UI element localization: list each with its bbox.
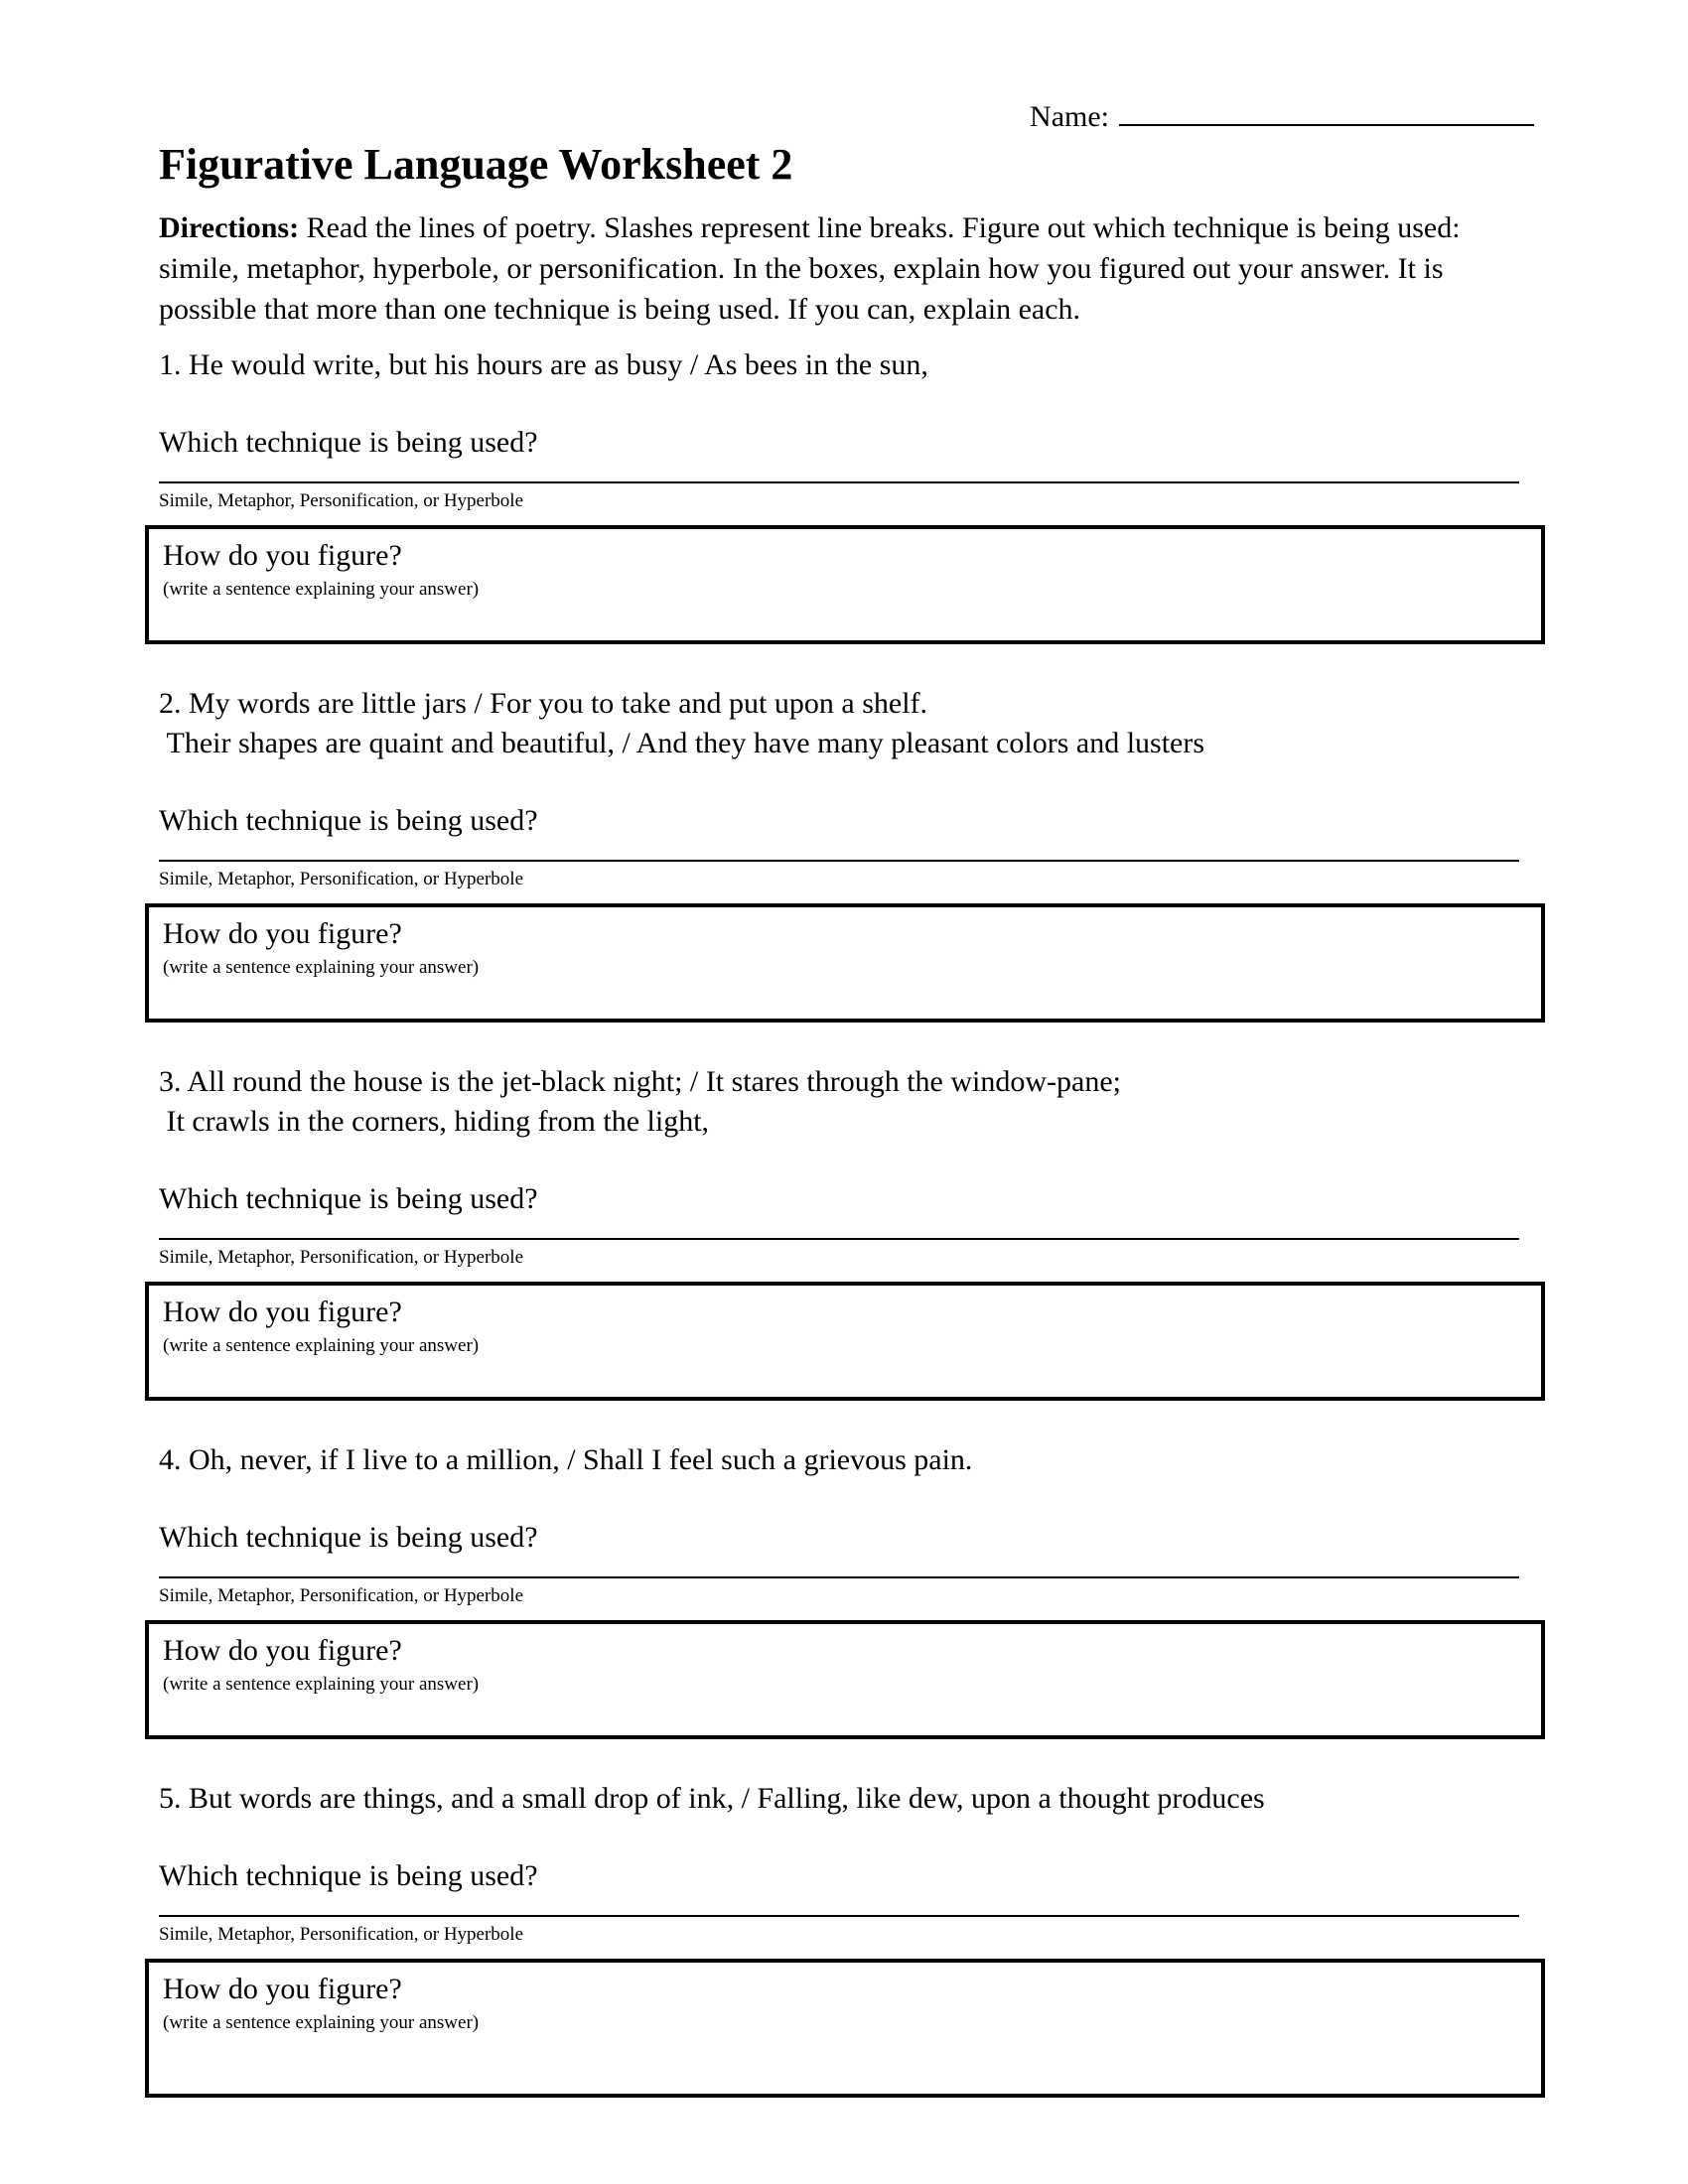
question-2-box-heading: How do you figure? [163,917,402,950]
question-4-technique-prompt: Which technique is being used? [159,1521,538,1554]
question-4-box-heading: How do you figure? [163,1634,402,1667]
question-1-options-caption: Simile, Metaphor, Personification, or Hyperbole [159,490,524,511]
question-5-explanation-box[interactable] [145,1959,1545,2098]
question-5-options-caption: Simile, Metaphor, Personification, or Hyperbole [159,1924,524,1945]
question-1-box-heading: How do you figure? [163,539,402,572]
question-1-block [159,345,1534,644]
question-4-box-subheading: (write a sentence explaining your answer) [163,1674,480,1695]
question-5-text [159,1779,1534,1819]
question-3-box-heading: How do you figure? [163,1296,402,1328]
question-4-options-caption: Simile, Metaphor, Personification, or Hyperbole [159,1585,524,1606]
question-2-poetry-line-2: Their shapes are quaint and beautiful, / And they have many pleasant colors and lusters [159,727,1205,759]
name-blank-line[interactable] [1119,124,1534,126]
question-1-poetry-line-1: 1. He would write, but his hours are as busy / As bees in the sun, [159,348,928,381]
question-4-text [159,1440,1534,1480]
question-5-poetry-line-1: 5. But words are things, and a small drop of ink, / Falling, like dew, upon a thought produces [159,1782,1265,1815]
question-5-block [159,1779,1534,2098]
question-3-text [159,1062,1534,1142]
page-title: Figurative Language Worksheet 2 [159,140,793,189]
question-5-technique-prompt: Which technique is being used? [159,1859,538,1892]
question-1-text [159,345,1534,385]
question-2-poetry-line-1: 2. My words are little jars / For you to take and put upon a shelf. [159,687,928,720]
question-1-answer-line[interactable] [159,481,1519,483]
question-5-answer-line[interactable] [159,1915,1519,1917]
directions [159,207,1534,330]
question-2-answer-line[interactable] [159,860,1519,862]
question-3-poetry-line-2: It crawls in the corners, hiding from the light, [159,1105,710,1138]
name-row [159,0,1534,135]
question-1-box-subheading: (write a sentence explaining your answer) [163,579,480,600]
question-3-explanation-box[interactable] [145,1282,1545,1401]
question-2-explanation-box[interactable] [145,903,1545,1023]
name-label: Name: [1030,100,1109,133]
question-4-poetry-line-1: 4. Oh, never, if I live to a million, / Shall I feel such a grievous pain. [159,1443,973,1476]
question-3-technique-prompt: Which technique is being used? [159,1182,538,1215]
question-3-box-subheading: (write a sentence explaining your answer) [163,1335,480,1356]
question-4-block [159,1440,1534,1739]
question-5-box-subheading: (write a sentence explaining your answer) [163,2012,480,2033]
question-2-options-caption: Simile, Metaphor, Personification, or Hyperbole [159,869,524,889]
question-1-technique-prompt: Which technique is being used? [159,426,538,459]
question-2-technique-prompt: Which technique is being used? [159,804,538,837]
question-5-box-heading: How do you figure? [163,1973,402,2005]
question-2-block [159,684,1534,1023]
question-3-answer-line[interactable] [159,1238,1519,1240]
directions-text: Read the lines of poetry. Slashes represent line breaks. Figure out which technique is being used: simile, metaphor, hyperbole, or personification. In the boxes, explain how you figured out your answer. It is possible that more than one technique is being used. If you can, explain each. [159,211,1461,326]
question-4-answer-line[interactable] [159,1576,1519,1578]
question-3-poetry-line-1: 3. All round the house is the jet-black night; / It stares through the window-pane; [159,1065,1121,1098]
question-2-text [159,684,1534,763]
question-3-block [159,1062,1534,1401]
question-4-explanation-box[interactable] [145,1620,1545,1739]
directions-label: Directions: [159,211,300,244]
question-2-box-subheading: (write a sentence explaining your answer) [163,957,480,978]
question-3-options-caption: Simile, Metaphor, Personification, or Hyperbole [159,1247,524,1268]
question-1-explanation-box[interactable] [145,525,1545,644]
